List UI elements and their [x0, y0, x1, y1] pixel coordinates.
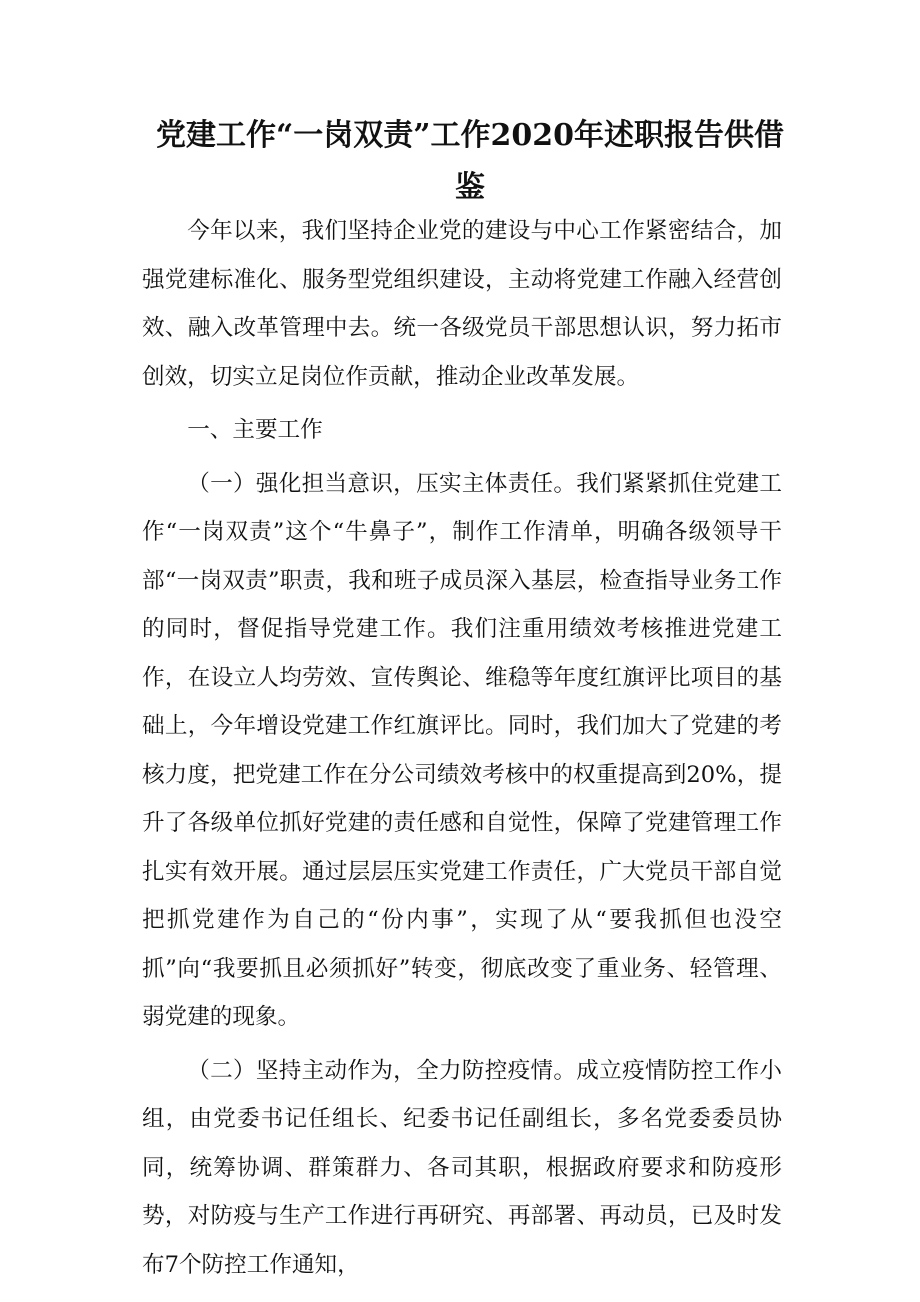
section-heading-main-work: 一、主要工作	[187, 417, 323, 443]
document-title: 党建工作“一岗双责”工作2020年述职报告供借鉴	[155, 118, 784, 205]
paragraph-responsibility: （一）强化担当意识，压实主体责任。我们紧紧抓住党建工作“一岗双责”这个“牛鼻子”，制作工作清单，明确各级领导干部“一岗双责”职责，我和班子成员深入基层，检查指导业务工作的同时，督促指导党建工作。我们注重用绩效考核推进党建工作，在设立人均劳效、宣传舆论、维稳等年度红旗评比项目的基础上，今年增设党建工作红旗评比。同时，我们加大了党建的考核力度，把党建工作在分公司绩效考核中的权重提高到20%，提升了各级单位抓好党建的责任感和自觉性，保障了党建管理工作扎实有效开展。通过层层压实党建工作责任，广大党员干部自觉把抓党建作为自己的“份内事”，实现了从“要我抓但也没空抓”向“我要抓且必须抓好”转变，彻底改变了重业务、轻管理、弱党建的现象。	[142, 470, 782, 1030]
paragraph-intro: 今年以来，我们坚持企业党的建设与中心工作紧密结合，加强党建标准化、服务型党组织建设，主动将党建工作融入经营创效、融入改革管理中去。统一各级党员干部思想认识，努力拓市创效，切实立足岗位作贡献，推动企业改革发展。	[142, 218, 782, 390]
paragraph-epidemic: （二）坚持主动作为，全力防控疫情。成立疫情防控工作小组，由党委书记任组长、纪委书记任副组长，多名党委委员协同，统筹协调、群策群力、各司其职，根据政府要求和防疫形势，对防疫与生产工作进行再研究、再部署、再动员，已及时发布7个防控工作通知，	[142, 1057, 782, 1278]
document-body	[142, 207, 782, 1294]
